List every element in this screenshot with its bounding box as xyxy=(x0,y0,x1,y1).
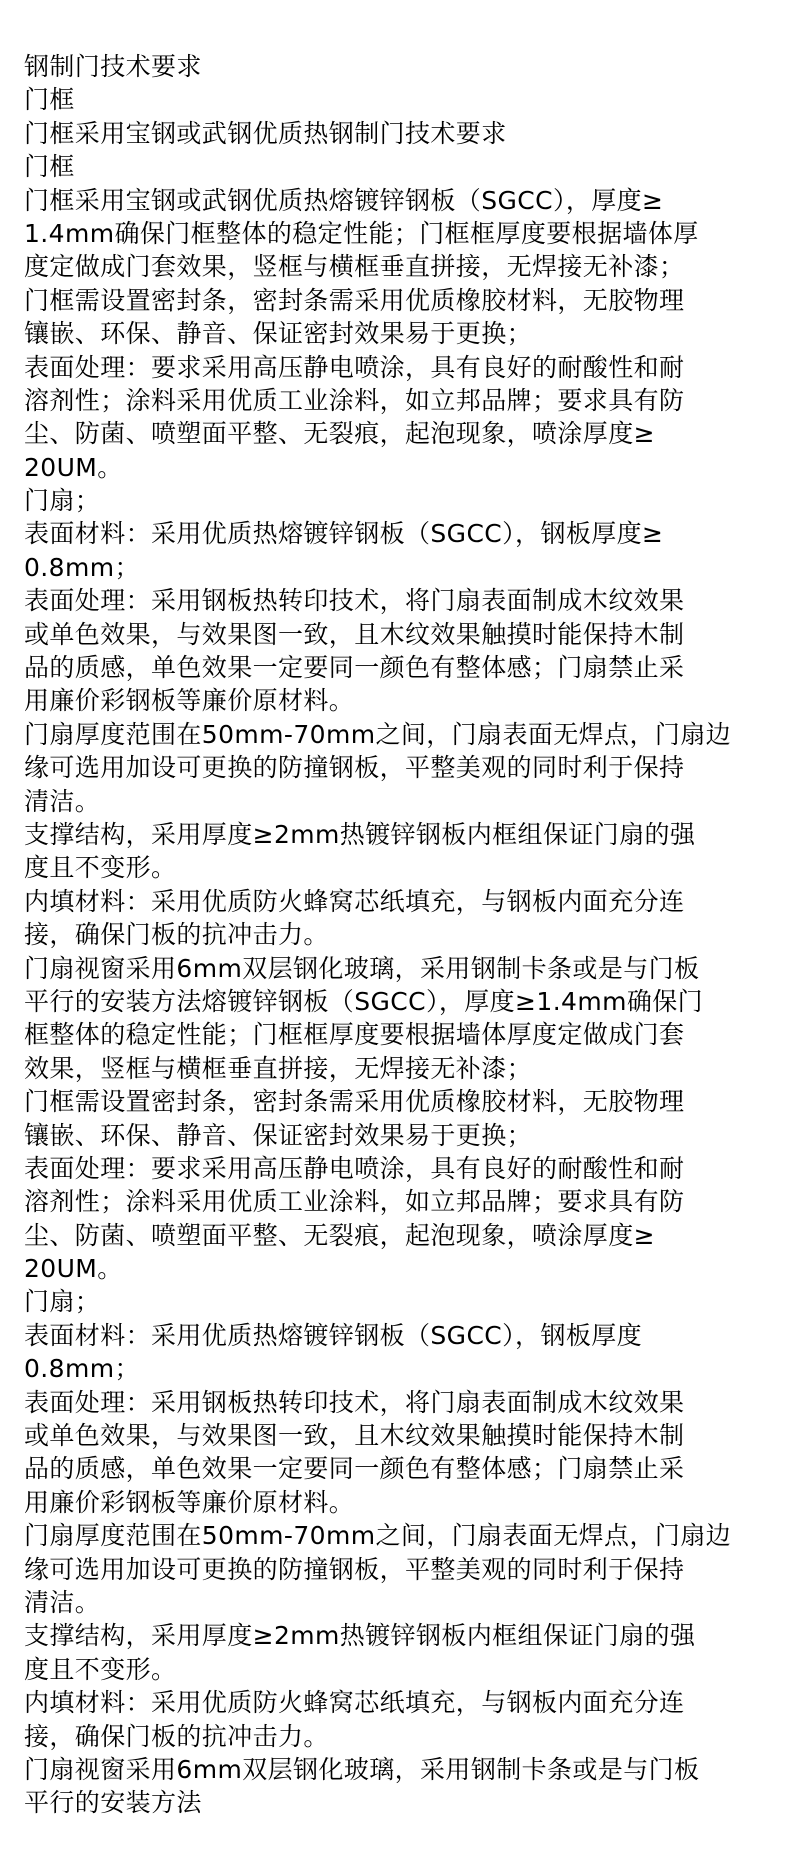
text-line: 尘、防菌、喷塑面平整、无裂痕，起泡现象，喷涂厚度≥ xyxy=(24,419,655,449)
text-line: 支撑结构，采用厚度≥2mm热镀锌钢板内框组保证门扇的强 xyxy=(24,819,696,849)
text-line: 门框 xyxy=(24,85,75,115)
text-line: 门扇视窗采用6mm双层钢化玻璃，采用钢制卡条或是与门板 xyxy=(24,953,700,983)
text-line: 钢制门技术要求 xyxy=(24,52,202,81)
text-line: 门框 xyxy=(24,152,75,182)
text-line: 表面处理：要求采用高压静电喷涂，具有良好的耐酸性和耐 xyxy=(24,352,685,382)
text-line: 门框需设置密封条，密封条需采用优质橡胶材料，无胶物理 xyxy=(24,1087,685,1117)
text-line: 缘可选用加设可更换的防撞钢板，平整美观的同时利于保持 xyxy=(24,1554,685,1584)
text-line: 门扇视窗采用6mm双层钢化玻璃，采用钢制卡条或是与门板 xyxy=(24,1754,700,1784)
text-line: 表面处理：采用钢板热转印技术，将门扇表面制成木纹效果 xyxy=(24,1387,685,1417)
text-line: 品的质感，单色效果一定要同一颜色有整体感；门扇禁止采 xyxy=(24,1454,685,1484)
text-line: 门扇； xyxy=(24,1287,101,1317)
text-line: 表面材料：采用优质热熔镀锌钢板（SGCC），钢板厚度≥ xyxy=(24,519,664,549)
text-line: 用廉价彩钢板等廉价原材料。 xyxy=(24,1487,355,1517)
text-line: 内填材料：采用优质防火蜂窝芯纸填充，与钢板内面充分连 xyxy=(24,886,685,916)
text-line: 门框采用宝钢或武钢优质热钢制门技术要求 xyxy=(24,118,507,148)
text-line: 0.8mm； xyxy=(24,552,140,582)
text-line: 1.4mm确保门框整体的稳定性能；门框框厚度要根据墙体厚 xyxy=(24,218,699,248)
text-line: 内填材料：采用优质防火蜂窝芯纸填充，与钢板内面充分连 xyxy=(24,1688,685,1718)
text-line: 门扇厚度范围在50mm-70mm之间，门扇表面无焊点，门扇边 xyxy=(24,719,732,749)
text-line: 表面处理：要求采用高压静电喷涂，具有良好的耐酸性和耐 xyxy=(24,1153,685,1183)
text-line: 门扇厚度范围在50mm-70mm之间，门扇表面无焊点，门扇边 xyxy=(24,1521,732,1551)
text-line: 度且不变形。 xyxy=(24,853,177,883)
text-line: 镶嵌、环保、静音、保证密封效果易于更换； xyxy=(24,1120,533,1150)
text-line: 表面处理：采用钢板热转印技术，将门扇表面制成木纹效果 xyxy=(24,586,685,616)
text-line: 0.8mm； xyxy=(24,1354,140,1384)
text-line: 或单色效果，与效果图一致，且木纹效果触摸时能保持木制 xyxy=(24,619,685,649)
text-line: 20UM。 xyxy=(24,1254,123,1284)
text-line: 清洁。 xyxy=(24,1587,101,1617)
text-line: 表面材料：采用优质热熔镀锌钢板（SGCC），钢板厚度 xyxy=(24,1320,643,1350)
text-line: 尘、防菌、喷塑面平整、无裂痕，起泡现象，喷涂厚度≥ xyxy=(24,1220,655,1250)
document-body xyxy=(24,50,774,1820)
text-line: 缘可选用加设可更换的防撞钢板，平整美观的同时利于保持 xyxy=(24,753,685,783)
text-line: 溶剂性；涂料采用优质工业涂料，如立邦品牌；要求具有防 xyxy=(24,1187,685,1217)
text-line: 门扇； xyxy=(24,486,101,516)
text-line: 镶嵌、环保、静音、保证密封效果易于更换； xyxy=(24,319,533,349)
text-line: 接，确保门板的抗冲击力。 xyxy=(24,1721,329,1751)
text-line: 框整体的稳定性能；门框框厚度要根据墙体厚度定做成门套 xyxy=(24,1020,685,1050)
text-line: 平行的安装方法 xyxy=(24,1788,202,1818)
text-line: 20UM。 xyxy=(24,452,123,482)
text-line: 度且不变形。 xyxy=(24,1654,177,1684)
text-line: 溶剂性；涂料采用优质工业涂料，如立邦品牌；要求具有防 xyxy=(24,385,685,415)
text-line: 或单色效果，与效果图一致，且木纹效果触摸时能保持木制 xyxy=(24,1421,685,1451)
text-line: 支撑结构，采用厚度≥2mm热镀锌钢板内框组保证门扇的强 xyxy=(24,1621,696,1651)
text-line: 平行的安装方法熔镀锌钢板（SGCC），厚度≥1.4mm确保门 xyxy=(24,986,704,1016)
text-line: 清洁。 xyxy=(24,786,101,816)
text-line: 门框需设置密封条，密封条需采用优质橡胶材料，无胶物理 xyxy=(24,285,685,315)
text-line: 用廉价彩钢板等廉价原材料。 xyxy=(24,686,355,716)
text-line: 度定做成门套效果，竖框与横框垂直拼接，无焊接无补漆； xyxy=(24,252,685,282)
text-line: 接，确保门板的抗冲击力。 xyxy=(24,920,329,950)
text-line: 门框采用宝钢或武钢优质热熔镀锌钢板（SGCC），厚度≥ xyxy=(24,185,664,215)
text-line: 品的质感，单色效果一定要同一颜色有整体感；门扇禁止采 xyxy=(24,653,685,683)
text-line: 效果，竖框与横框垂直拼接，无焊接无补漆； xyxy=(24,1053,533,1083)
